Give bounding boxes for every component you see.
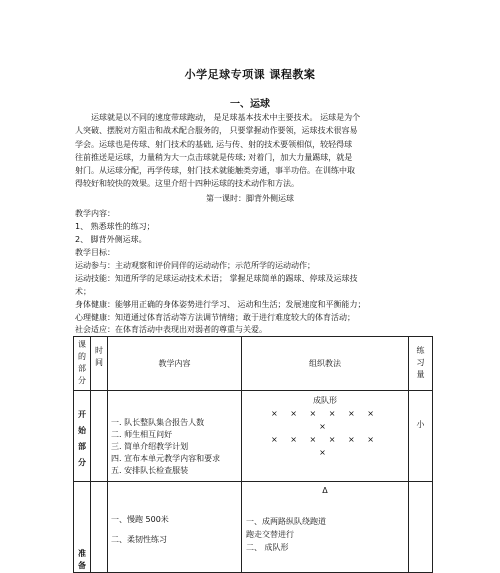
row-org — [242, 391, 409, 482]
table-row — [74, 391, 433, 482]
paragraph-line: 学会。运球也是传球、射门技术的基础, 运与传、射的技术要领相似，较轻得球 — [75, 139, 353, 149]
header-time: 时间 — [91, 337, 108, 391]
goal-line: 运动技能：知道所学的足球运动技术术语； 掌握足球简单的踢球、停球及运球技 — [75, 274, 358, 283]
table-header-row — [74, 337, 433, 391]
row-content — [108, 482, 242, 573]
content-line: 二. 师生相互问好 — [111, 430, 173, 439]
lesson-title: 第一课时：脚背外侧运球 — [206, 194, 294, 203]
row-org — [242, 482, 409, 573]
header-part: 课的部分 — [74, 337, 91, 391]
org-line: 二、 成队形 — [246, 543, 289, 552]
goal-line: 运动参与：主动观察和评价同伴的运动动作；示范所学的运动动作； — [75, 261, 315, 270]
document-title: 小学足球专项课 课程教案 — [184, 68, 316, 81]
row-content — [108, 391, 242, 482]
row-load: 小 — [409, 391, 433, 482]
header-content: 教学内容 — [108, 337, 242, 391]
goal-line: 社会适应：在体育活动中表现出对弱者的尊重与关爱。 — [75, 325, 267, 334]
content-line: 四. 宣布本单元教学内容和要求 — [111, 454, 221, 463]
paragraph-line: 往前推送是运球，力量稍为大一点击球就是传球; 对着门，加大力量踢球，就是 — [75, 152, 353, 162]
row-part: 准备 — [74, 482, 91, 573]
content-item: 2、 脚背外侧运球。 — [75, 235, 147, 244]
content-line: 一、慢跑 500米 — [111, 515, 169, 524]
content-line: 三. 简单介绍教学计划 — [111, 442, 189, 451]
section-heading: 一、运球 — [230, 99, 270, 110]
formation-row: × — [319, 422, 331, 431]
org-line: 跑走交替进行 — [246, 530, 294, 539]
content-line: 五. 安排队长检查服装 — [111, 466, 189, 475]
formation-row: × × × × × × — [271, 435, 379, 444]
paragraph-line: 运球就是以不同的速度带球跑动， 是足球基本技术中主要技术。 运球是为个 — [91, 113, 361, 122]
row-time — [91, 391, 108, 482]
content-line: 一. 队长整队集合报告人数 — [111, 418, 205, 427]
content-line: 二、柔韧性练习 — [111, 535, 167, 544]
formation-label: 成队形 — [313, 396, 337, 405]
lesson-plan-table — [73, 336, 433, 573]
table-row — [74, 482, 433, 573]
intro-paragraph — [75, 111, 425, 191]
content-item: 1、 熟悉球性的练习； — [75, 222, 155, 231]
paragraph-line: 得较好和较快的效果。这里介绍十四种运球的技术动作和方法。 — [75, 179, 299, 189]
formation-row: × — [319, 448, 331, 457]
goal-line: 术； — [75, 287, 91, 296]
goal-line: 身体健康：能够用正确的身体姿势进行学习、 运动和生活；发展速度和平衡能力； — [75, 300, 366, 309]
org-line: 一、成两路纵队绕跑道 — [246, 517, 326, 526]
formation-row: × × × × × × — [271, 409, 379, 418]
row-load — [409, 482, 433, 573]
header-load: 练习量 — [409, 337, 433, 391]
triangle-symbol: Δ — [322, 486, 328, 495]
row-time — [91, 482, 108, 573]
header-org: 组织教法 — [242, 337, 409, 391]
goals-heading: 教学目标： — [75, 248, 115, 257]
goal-line: 心理健康：知道通过体育活动等方法调节情绪；敢于进行难度较大的体育活动； — [75, 313, 355, 322]
paragraph-line: 人突破、摆脱对方阻击和战术配合服务的， 只要掌握动作要领，运球技术很容易 — [75, 126, 358, 136]
content-heading: 教学内容： — [75, 209, 115, 218]
row-part: 开始部分 — [74, 391, 91, 482]
paragraph-line: 射门。从运球分配，再学传球，射门技术就能触类旁通，事半功倍。在训练中取 — [75, 166, 355, 176]
